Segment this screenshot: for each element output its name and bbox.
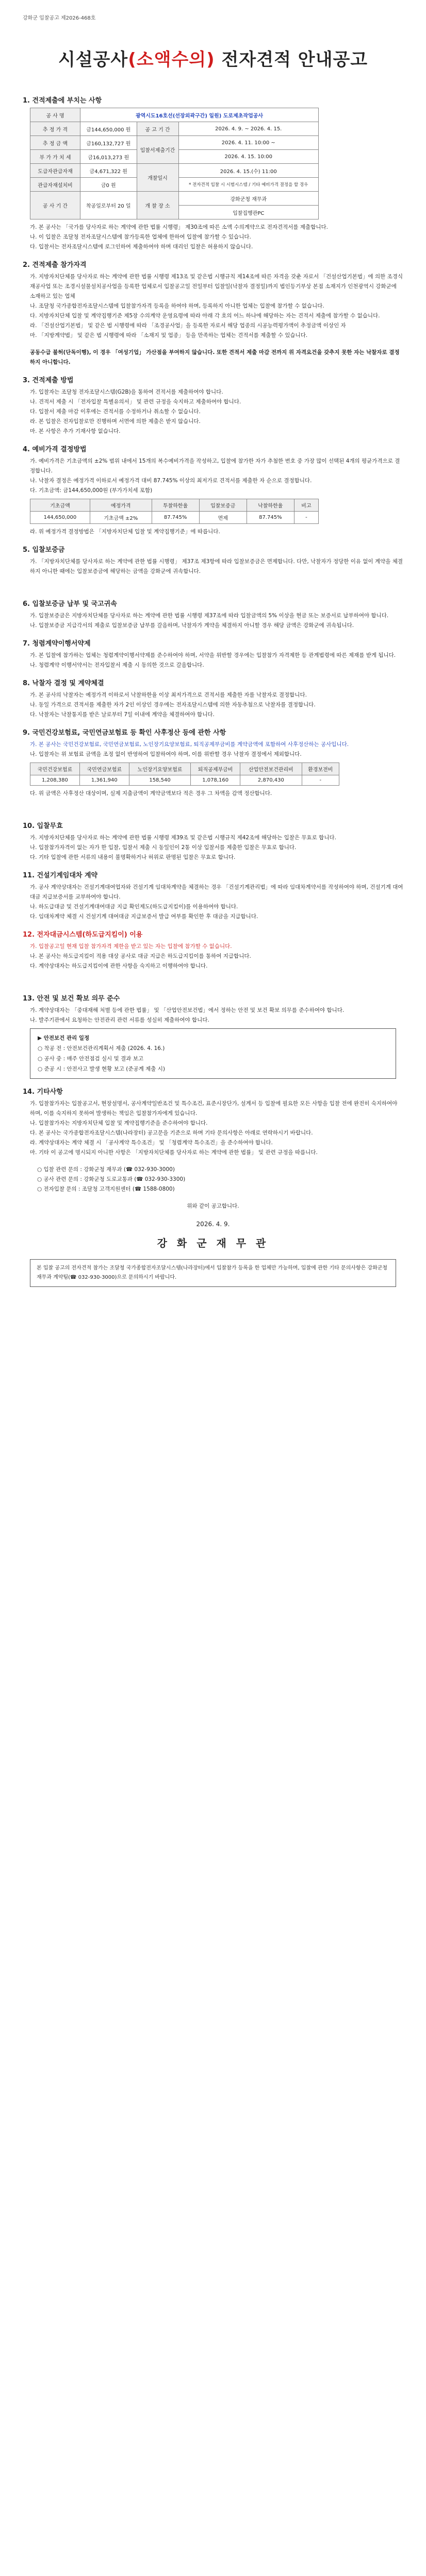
- section-heading: 4. 예비가격 결정방법: [23, 446, 87, 453]
- table-cell: 1,208,380: [30, 775, 80, 786]
- section-bid-bond: [23, 544, 403, 577]
- table-row: [30, 164, 319, 178]
- section-invalid-bids: [23, 820, 403, 862]
- list-item: 나. 본 공사는 하도급지킴이 적용 대상 공사로 대금 지급은 하도급지킴이를 통하여 지급합니다.: [30, 953, 251, 959]
- list-item: 나. 낙찰자 결정은 예정가격 이하로서 예정가격 대비 87.745% 이상의 최저가로 견적서를 제출한 자 순으로 결정합니다.: [30, 478, 312, 484]
- list-item: 나. 하도급대금 및 건설기계대여대금 지급 확인제도(하도급지킴이)를 이용하여야 합니다.: [30, 904, 238, 910]
- section-electronic-payment: [23, 929, 403, 971]
- closing-line: 위와 같이 공고합니다.: [187, 1203, 239, 1209]
- table-header: 국민건강보험료: [30, 763, 80, 775]
- table-header: 비고: [294, 499, 318, 512]
- list-item: 나. 입찰참가자는 지방자치단체 입찰 및 계약집행기준을 준수하여야 합니다.: [30, 1120, 208, 1126]
- table-header: 환경보전비: [302, 763, 339, 775]
- table-cell: 공 사 명: [30, 108, 80, 122]
- table-cell: 입찰집행관PC: [178, 206, 319, 219]
- list-item: 라. 「건설산업기본법」 및 같은 법 시행령에 따라 「조경공사업」을 등록한 자로서 해당 업종의 시공능력평가액이 추정금액 이상인 자: [30, 323, 346, 329]
- table-cell: 개찰일시: [137, 164, 178, 192]
- list-item: 나. 청렴계약 이행서약서는 전자입찰서 제출 시 동의한 것으로 갈음합니다.: [30, 662, 204, 668]
- list-item: 다. 입찰서는 전자조달시스템에 로그인하여 제출하여야 하며 대리인 입찰은 허용하지 않습니다.: [30, 244, 253, 250]
- table-cell: 추 정 금 액: [30, 136, 80, 150]
- section-safety-obligations: [23, 993, 403, 1079]
- section-heading: 7. 청렴계약이행서약제: [23, 640, 91, 648]
- section-heading: 6. 입찰보증금 납부 및 국고귀속: [23, 600, 117, 608]
- list-item: 라. 본 입찰은 전자입찰로만 진행하며 서면에 의한 제출은 받지 않습니다.: [30, 418, 201, 425]
- notice-note: 공동수급 불허(단독이행), 이 경우 「여성기업」 가산점을 부여하지 않습니다. 또한 견적서 제출 마감 전까지 위 자격요건을 갖추지 못한 자는 낙찰자로 결정하지 아니합니다.: [30, 349, 400, 365]
- table-cell: 158,540: [129, 775, 190, 786]
- table-cell: 금4,671,322 원: [80, 164, 137, 178]
- table-row: [30, 775, 339, 786]
- issuing-organization: 강 화 군 재 무 관: [157, 1237, 269, 1249]
- section-heading: 8. 낙찰자 결정 및 계약체결: [23, 680, 104, 687]
- table-cell: 2026. 4. 9. ~ 2026. 4. 15.: [178, 122, 319, 136]
- list-item: 가. 계약상대자는 「중대재해 처벌 등에 관한 법률」 및 「산업안전보건법」에서 정하는 안전 및 보건 확보 의무를 준수하여야 합니다.: [30, 1007, 345, 1013]
- section-heading: 9. 국민건강보험료, 국민연금보험료 등 확인 사후정산 등에 관한 사항: [23, 729, 226, 737]
- table-header: 퇴직공제부금비: [191, 763, 240, 775]
- list-item: ○ 공사 중 : 매주 안전점검 실시 및 결과 보고: [38, 1056, 144, 1062]
- section-heading: 12. 전자대금시스템(하도급지킴이) 이용: [23, 931, 143, 939]
- list-item: 가. 본 공사의 낙찰자는 예정가격 이하로서 낙찰하한율 이상 최저가격으로 견적서를 제출한 자를 낙찰자로 결정합니다.: [30, 692, 307, 698]
- section-heading: 2. 견적제출 참가자격: [23, 261, 87, 269]
- table-cell: 관급자재설치비: [30, 178, 80, 192]
- list-item: 나. 동일 가격으로 견적서를 제출한 자가 2인 이상인 경우에는 전자조달시스템에 의한 자동추첨으로 낙찰자를 결정합니다.: [30, 702, 316, 708]
- list-item: ○ 착공 전 : 안전보건관리계획서 제출 (2026. 4. 16.): [38, 1045, 165, 1052]
- page-title: [0, 45, 426, 71]
- contact-line: ○ 전자입찰 문의 : 조달청 고객지원센터 (☎ 1588-0800): [37, 1186, 175, 1192]
- list-item: 다. 입찰서 제출 마감 이후에는 견적서를 수정하거나 취소할 수 없습니다.: [30, 409, 201, 415]
- table-row: [30, 512, 319, 524]
- table-cell: 광역시도16호선(선장외곽구간) 일원) 도로제초작업공사: [80, 108, 319, 122]
- contact-line: ○ 공사 관련 문의 : 강화군청 도로교통과 (☎ 032-930-3300): [37, 1176, 186, 1182]
- list-item: 나. 이 입찰은 조달청 전자조달시스템에 참가등록한 업체에 한하여 입찰에 참가할 수 있습니다.: [30, 234, 251, 240]
- section-bond-payment: [23, 598, 403, 631]
- list-item: 나. 견적서 제출 시 「전자입찰 특별유의서」 및 관련 규정을 숙지하고 제출하여야 합니다.: [30, 399, 241, 405]
- overview-table: [30, 108, 319, 219]
- section-heading: 14. 기타사항: [23, 1088, 63, 1096]
- footer-note: 본 입찰 공고의 전자견적 참가는 조달청 국가종합전자조달시스템(나라장터)에서 입찰참가 등록을 한 업체만 가능하며, 입찰에 관한 기타 문의사항은 강화군청 재무과 계약팀(☎ 032-930-3000)으로 문의하시기 바랍니다.: [30, 1259, 396, 1287]
- list-item: 마. 본 사항은 추가 기재사항 없습니다.: [30, 428, 121, 434]
- table-cell: 1,361,940: [79, 775, 129, 786]
- table-header-row: [30, 763, 339, 775]
- table-cell: 공 고 기 간: [137, 122, 178, 136]
- list-item: 가. 「지방자치단체를 당사자로 하는 계약에 관한 법률 시행령」 제37조 제3항에 따라 입찰보증금은 면제합니다. 다만, 낙찰자가 정당한 이유 없이 계약을 체결하지 아니한 때에는 입찰보증금에 해당하는 금액을 강화군에 귀속합니다.: [30, 558, 403, 574]
- table-header: 예정가격: [90, 499, 152, 512]
- table-cell: 2026. 4. 11. 10:00 ~: [178, 136, 319, 150]
- table-row: [30, 108, 319, 122]
- list-item: 나. 조달청 국가종합전자조달시스템에 입찰참가자격 등록을 하여야 하며, 등록하지 아니한 업체는 입찰에 참가할 수 없습니다.: [30, 303, 324, 309]
- list-item: 마. 「지방계약법」 및 같은 법 시행령에 따라 「소재지 및 업종」 등을 만족하는 업체는 견적서를 제출할 수 있습니다.: [30, 332, 308, 338]
- section-submission-method: [23, 375, 403, 436]
- schedule-title: ▶ 안전보건 관리 일정: [38, 1035, 90, 1041]
- section-insurance-settlement: [23, 727, 403, 799]
- list-item: 나. 입찰참가자격이 없는 자가 한 입찰, 입찰서 제출 시 동일인이 2통 이상 입찰서를 제출한 입찰은 무효로 합니다.: [30, 844, 297, 851]
- list-item: 가. 본 공사는 「국가를 당사자로 하는 계약에 관한 법률 시행령」 제30조에 따른 소액 수의계약으로 전자견적서를 제출합니다.: [30, 224, 328, 230]
- table-header: 노인장기요양보험료: [129, 763, 190, 775]
- table-header: 입찰보증금: [199, 499, 247, 512]
- list-item: 나. 입찰자는 위 보험료 금액을 조정 없이 반영하여 입찰하여야 하며, 이를 위반할 경우 낙찰자 결정에서 제외합니다.: [30, 751, 302, 757]
- table-cell: 개 찰 장 소: [137, 192, 178, 219]
- table-cell: -: [294, 512, 318, 524]
- list-item: ○ 준공 시 : 안전사고 발생 현황 보고 (준공계 제출 시): [38, 1066, 165, 1072]
- table-cell: 추 정 가 격: [30, 122, 80, 136]
- section-heading: 3. 견적제출 방법: [23, 377, 74, 384]
- table-cell: 금0 원: [80, 178, 137, 192]
- table-cell: 부 가 가 치 세: [30, 150, 80, 164]
- list-item: 다. 계약상대자는 하도급지킴이에 관한 사항을 숙지하고 이행하여야 합니다.: [30, 963, 208, 969]
- table-cell: 144,650,000: [30, 512, 90, 524]
- table-cell: -: [302, 775, 339, 786]
- section-heading: 1. 견적제출에 부치는 사항: [23, 97, 102, 105]
- table-header: 산업안전보건관리비: [240, 763, 302, 775]
- list-item: 가. 본 공사는 국민건강보험료, 국민연금보험료, 노인장기요양보험료, 퇴직공제부금비를 계약금액에 포함하여 사후정산하는 공사입니다.: [30, 741, 349, 748]
- list-item: 가. 지방자치단체를 당사자로 하는 계약에 관한 법률 시행령 제39조 및 같은법 시행규칙 제42조에 해당하는 입찰은 무효로 합니다.: [30, 835, 336, 841]
- table-header: 국민연금보험료: [79, 763, 129, 775]
- section-heading: 11. 건설기계임대차 계약: [23, 872, 98, 879]
- section-eligibility: [23, 259, 403, 367]
- list-item: 가. 예비가격은 기초금액의 ±2% 범위 내에서 15개의 복수예비가격을 작성하고, 입찰에 참가한 자가 추첨한 번호 중 가장 많이 선택된 4개의 평균가격으로 결정합니다.: [30, 458, 400, 474]
- table-row: [30, 192, 319, 206]
- contact-line: ○ 입찰 관련 문의 : 강화군청 재무과 (☎ 032-930-3000): [37, 1166, 175, 1173]
- table-cell: 강화군청 재무과: [178, 192, 319, 206]
- title-suffix: 전자견적 안내공고: [215, 49, 368, 70]
- list-item: 다. 본 공사는 국가종합전자조달시스템(나라장터) 공고문을 기준으로 하며 기타 문의사항은 아래로 연락하시기 바랍니다.: [30, 1130, 313, 1136]
- signature-block: [23, 1221, 403, 1250]
- list-item: 가. 공사 계약상대자는 건설기계대여업자와 건설기계 임대차계약을 체결하는 경우 「건설기계관리법」에 따라 임대차계약서를 작성하여야 하며, 건설기계 대여대금 지급보증서를 교부하여야 합니다.: [30, 884, 403, 900]
- table-cell: 87.745%: [247, 512, 294, 524]
- list-item: 라. 위 예정가격 결정방법은 「지방자치단체 입찰 및 계약집행기준」에 따릅니다.: [30, 529, 220, 535]
- section-other-matters: [23, 1086, 403, 1211]
- section-price-determination: [23, 444, 403, 537]
- table-cell: 기초금액 ±2%: [90, 512, 152, 524]
- section-bid-overview: [23, 95, 403, 252]
- notice-date: 2026. 4. 9.: [196, 1221, 230, 1228]
- table-cell: 87.745%: [152, 512, 199, 524]
- table-cell: 1,078,160: [191, 775, 240, 786]
- list-item: 다. 낙찰자는 낙찰통지를 받은 날로부터 7일 이내에 계약을 체결하여야 합니다.: [30, 711, 215, 718]
- safety-schedule-box: [30, 1028, 396, 1079]
- table-cell: 금160,132,727 원: [80, 136, 137, 150]
- table-cell: * 전자견적 입찰 시 시범시스템 / 기타 예비가격 결정을 할 경우: [178, 178, 319, 192]
- section-heading: 13. 안전 및 보건 확보 의무 준수: [23, 995, 120, 1003]
- table-row: [30, 122, 319, 136]
- price-table: [30, 499, 319, 524]
- table-cell: 착공일로부터 20 일: [80, 192, 137, 219]
- table-cell: 2026. 4. 15.(수) 11:00: [178, 164, 319, 178]
- list-item: 다. 임대차계약 체결 시 건설기계 대여대금 지급보증서 발급 여부를 확인한 후 대금을 지급합니다.: [30, 913, 258, 920]
- list-item: 가. 본 입찰에 참가하는 업체는 청렴계약이행서약제를 준수하여야 하며, 서약을 위반할 경우에는 입찰참가 자격제한 등 관계법령에 따른 제재를 받게 됩니다.: [30, 652, 396, 658]
- list-item: 다. 위 금액은 사후정산 대상이며, 실제 지출금액이 계약금액보다 적은 경우 그 차액을 감액 정산합니다.: [30, 790, 272, 796]
- title-prefix: 시설공사: [58, 49, 128, 70]
- list-item: 다. 지방자치단체 입찰 및 계약집행기준 제5장 수의계약 운영요령에 따라 아래 각 호의 어느 하나에 해당하는 자는 견적서 제출에 참가할 수 없습니다.: [30, 313, 380, 319]
- table-cell: 2026. 4. 15. 10:00: [178, 150, 319, 164]
- list-item: 다. 기타 입찰에 관한 서류의 내용이 불명확하거나 허위로 판명된 입찰은 무효로 합니다.: [30, 854, 236, 860]
- list-item: 다. 기초금액: 금144,650,000원 (부가가치세 포함): [30, 487, 153, 494]
- list-item: 가. 입찰보증금은 지방자치단체를 당사자로 하는 계약에 관한 법률 시행령 제37조에 따라 입찰금액의 5% 이상을 현금 또는 보증서로 납부하여야 합니다.: [30, 613, 389, 619]
- section-integrity-pledge: [23, 638, 403, 670]
- list-item: 가. 지방자치단체를 당사자로 하는 계약에 관한 법률 시행령 제13조 및 같은법 시행규칙 제14조에 따른 자격을 갖춘 자로서 「건설산업기본법」에 의한 조경식재공사업 또는 조경시설물설치공사업을 등록한 업체로서 입찰공고일 전일부터 입찰일(낙찰자 결정일)까지 법인등기부상 본점 소재지가 인천광역시 강화군에 소재하고 있는 업체: [30, 274, 403, 299]
- list-item: 마. 기타 이 공고에 명시되지 아니한 사항은 「지방자치단체를 당사자로 하는 계약에 관한 법률」 및 관련 규정을 따릅니다.: [30, 1149, 318, 1156]
- title-highlight: (소액수의): [128, 49, 215, 70]
- table-cell: 도급자관급자재: [30, 164, 80, 178]
- table-header: 투찰하한율: [152, 499, 199, 512]
- table-cell: 금16,013,273 원: [80, 150, 137, 164]
- table-cell: 금144,650,000 원: [80, 122, 137, 136]
- table-cell: 입찰서제출기간: [137, 136, 178, 164]
- list-item: 가. 입찰참가자는 입찰공고서, 현장설명서, 공사계약일반조건 및 특수조건, 표준시장단가, 설계서 등 입찰에 필요한 모든 사항을 입찰 전에 완전히 숙지하여야 하며, 이를 숙지하지 못하여 발생하는 책임은 입찰참가자에게 있습니다.: [30, 1100, 398, 1116]
- section-heading: 10. 입찰무효: [23, 822, 63, 830]
- list-item: 나. 입찰보증금 지급각서의 제출로 입찰보증금 납부를 갈음하며, 낙찰자가 계약을 체결하지 아니할 경우 해당 금액은 강화군에 귀속됩니다.: [30, 622, 354, 629]
- section-heading: 5. 입찰보증금: [23, 546, 65, 554]
- table-cell: 2,870,430: [240, 775, 302, 786]
- section-equipment-lease: [23, 870, 403, 922]
- insurance-table: [30, 762, 339, 786]
- list-item: 라. 계약상대자는 계약 체결 시 「공사계약 특수조건」 및 「청렴계약 특수조건」을 준수하여야 합니다.: [30, 1140, 273, 1146]
- list-item: 나. 발주기관에서 요청하는 안전관리 관련 서류를 성실히 제출하여야 합니다.: [30, 1017, 209, 1023]
- table-row: [30, 136, 319, 150]
- table-header: 기초금액: [30, 499, 90, 512]
- notice-number: 강화군 입찰공고 제2026-468호: [23, 15, 96, 21]
- list-item: 가. 입찰공고일 현재 입찰 참가자격 제한을 받고 있는 자는 입찰에 참가할 수 없습니다.: [30, 943, 232, 950]
- list-item: 가. 입찰자는 조달청 전자조달시스템(G2B)을 통하여 견적서를 제출하여야 합니다.: [30, 389, 223, 395]
- table-header-row: [30, 499, 319, 512]
- table-cell: 공 사 기 간: [30, 192, 80, 219]
- section-award-decision: [23, 677, 403, 720]
- table-header: 낙찰하한율: [247, 499, 294, 512]
- table-cell: 면제: [199, 512, 247, 524]
- notice-body: [23, 88, 403, 1287]
